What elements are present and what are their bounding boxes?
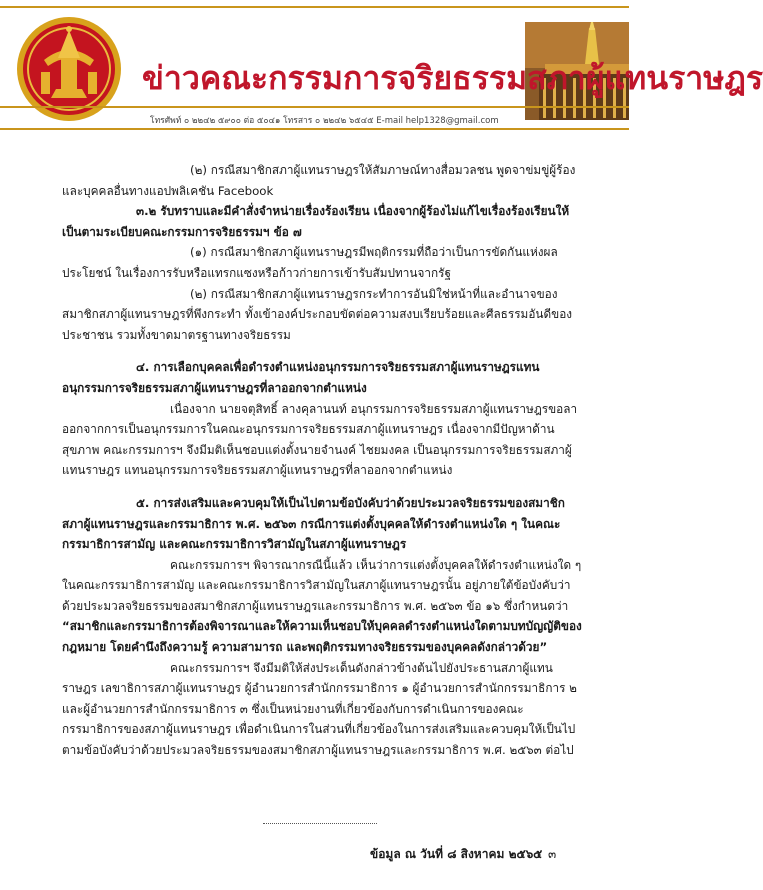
paragraph: เนื่องจาก นายจตุสิทธิ์ ลางคุลานนท์ อนุกรรมการจริยธรรมสภาผู้แทนราษฎรขอลาออกจากการเป็นอนุกรรมการในคณะอนุกรรมการจริยธรรมสภาผู้แทนราษฎร เนื่องจากมีปัญหาด้านสุขภาพ คณะกรรมการฯ จึงมีมติเห็นชอบแต่งตั้งนายจำนงค์ ไชยมงคล เป็นอนุกรรมการจริยธรรมสภาผู้แทนราษฎร แทนอนุกรรมการจริยธรรมสภาผู้แทนราษฎรที่ลาออกจากตำแหน่ง — [62, 401, 578, 478]
page-number: ๓ — [548, 847, 557, 861]
paragraph-text: คณะกรรมการฯ พิจารณากรณีนี้แล้ว เห็นว่าการแต่งตั้งบุคคลให้ดำรงตำแหน่งใด ๆ ในคณะกรรมาธิการสามัญ และคณะกรรมาธิการวิสามัญในสภาผู้แทนราษฎรนั้น อยู่ภายใต้ข้อบังคับว่าด้วยประมวลจริยธรรมของสมาชิกสภาผู้แทนราษฎรและกรรมาธิการ พ.ศ. ๒๕๖๓ ข้อ ๑๖ ซึ่งกำหนดว่า — [62, 557, 582, 613]
paragraph: คณะกรรมการฯ จึงมีมติให้ส่งประเด็นดังกล่าวข้างต้นไปยังประธานสภาผู้แทนราษฎร เลขาธิการสภาผู้แทนราษฎร ผู้อำนวยการสำนักกรรมาธิการ ๑ ผู้อำนวยการสำนักกรรมาธิการ ๒ และผู้อำนวยการสำนักกรรมาธิการ ๓ ซึ่งเป็นหน่วยงานที่เกี่ยวข้องกับการดำเนินการของคณะกรรมาธิการของสภาผู้แทนราษฎร เพื่อดำเนินการในส่วนที่เกี่ยวข้องในการส่งเสริมและควบคุมให้เป็นไปตามข้อบังคับว่าด้วยประมวลจริยธรรมของสมาชิกสภาผู้แทนราษฎรและกรรมาธิการ พ.ศ. ๒๕๖๓ ต่อไป — [62, 660, 577, 758]
paragraph: (๑) กรณีสมาชิกสภาผู้แทนราษฎรมีพฤติกรรมที่ถือว่าเป็นการขัดกันแห่งผลประโยชน์ ในเรื่องการรับหรือแทรกแซงหรือก้าวก่ายการเข้ารับสัมปทานจากรัฐ — [62, 245, 558, 280]
paragraph: (๒) กรณีสมาชิกสภาผู้แทนราษฎรให้สัมภาษณ์ทางสื่อมวลชน พูดจาข่มขู่ผู้ร้องและบุคคลอื่นทางแอปพลิเคชัน Facebook — [62, 163, 576, 198]
regulation-quote: “สมาชิกและกรรมาธิการต้องพิจารณาและให้ความเห็นชอบให้บุคคลดำรงตำแหน่งใดตามบทบัญญัติของกฎหมาย โดยคำนึงถึงความรู้ ความสามารถ และพฤติกรรมทางจริยธรรมของบุคคลดังกล่าวด้วย” — [62, 619, 582, 655]
newsletter-title: ข่าวคณะกรรมการจริยธรรมสภาผู้แทนราษฎร — [142, 59, 763, 97]
article-body — [62, 160, 582, 761]
data-date: ข้อมูล ณ วันที่ ๘ สิงหาคม ๒๕๖๕ — [370, 847, 543, 861]
header-divider — [0, 106, 629, 108]
section-heading: ๔. การเลือกบุคคลเพื่อดำรงตำแหน่งอนุกรรมการจริยธรรมสภาผู้แทนราษฎรแทนอนุกรรมการจริยธรรมสภาผู้แทนราษฎรที่ลาออกจากตำแหน่ง — [62, 360, 540, 395]
section-heading: ๓.๒ รับทราบและมีคำสั่งจำหน่ายเรื่องร้องเรียน เนื่องจากผู้ร้องไม่แก้ไขเรื่องร้องเรียนให้เป็นตามระเบียบคณะกรรมการจริยธรรมฯ ข้อ ๗ — [62, 204, 570, 239]
section-heading: ๕. การส่งเสริมและควบคุมให้เป็นไปตามข้อบังคับว่าด้วยประมวลจริยธรรมของสมาชิกสภาผู้แทนราษฎรและกรรมาธิการ พ.ศ. ๒๕๖๓ กรณีการแต่งตั้งบุคคลให้ดำรงตำแหน่งใด ๆ ในคณะกรรมาธิการสามัญ และคณะกรรมาธิการวิสามัญในสภาผู้แทนราษฎร — [62, 495, 565, 552]
paragraph: (๒) กรณีสมาชิกสภาผู้แทนราษฎรกระทำการอันมิใช่หน้าที่และอำนาจของสมาชิกสภาผู้แทนราษฎรที่พึงกระทำ ทั้งเข้าองค์ประกอบขัดต่อความสงบเรียบร้อยและศีลธรรมอันดีของประชาชน รวมทั้งขาดมาตรฐานทางจริยธรรม — [62, 286, 573, 342]
footer-separator — [263, 823, 377, 824]
contact-line: โทรศัพท์ ๐ ๒๒๔๒ ๕๙๐๐ ต่อ ๕๐๔๑ โทรสาร ๐ ๒๒๔๒ ๖๕๔๕ E-mail help1328@gmail.com — [150, 116, 499, 126]
header-bottom-rule — [0, 128, 629, 130]
paragraph — [62, 555, 582, 658]
header-top-rule — [0, 6, 629, 8]
